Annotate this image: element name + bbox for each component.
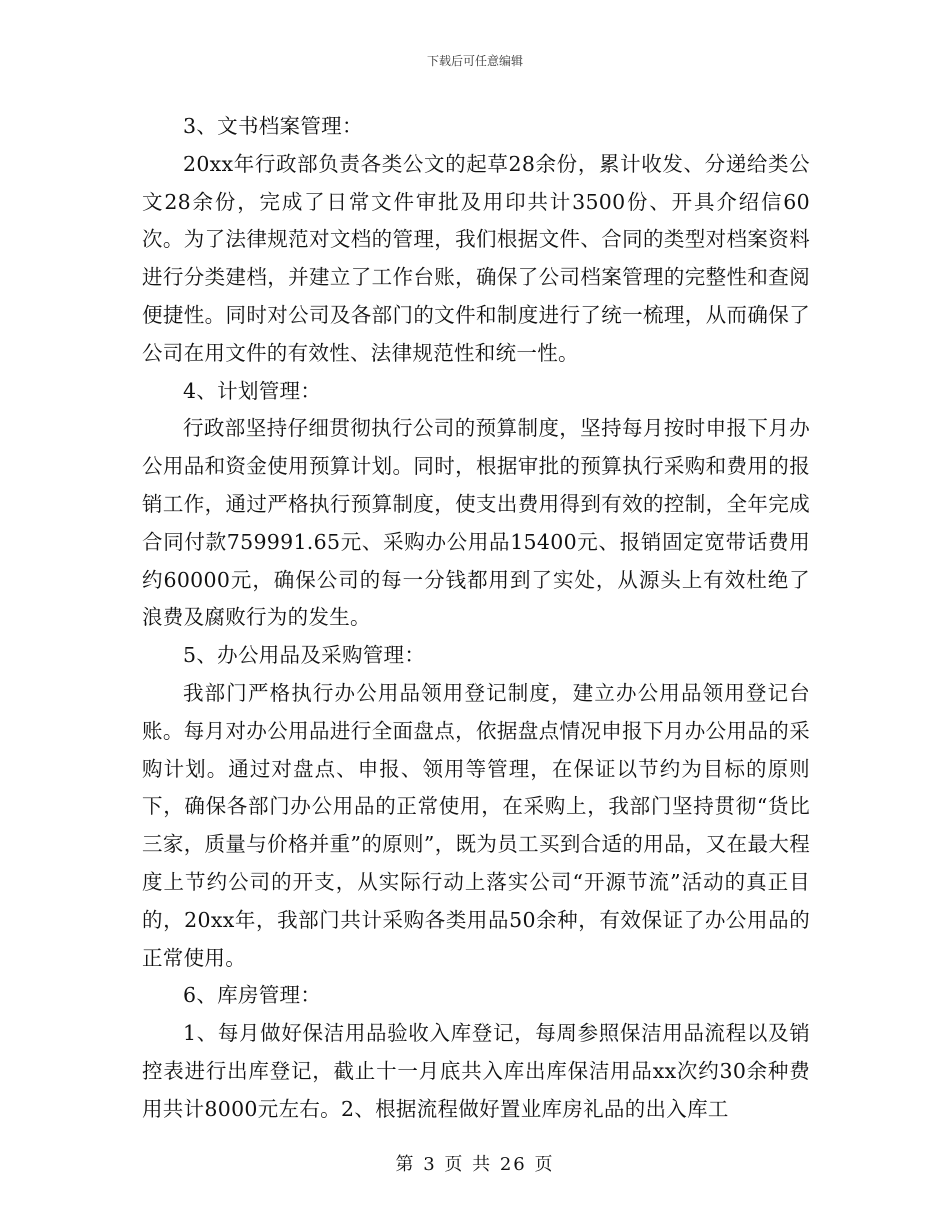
paragraph-planning: 行政部坚持仔细贯彻执行公司的预算制度，坚持每月按时申报下月办公用品和资金使用预算计划。同时，根据审批的预算执行采购和费用的报销工作，通过严格执行预算制度，使支出费用得到有效的控制，全年完成合同付款759991.65元、采购办公用品15400元、报销固定宽带话费用约60000元，确保公司的每一分钱都用到了实处，从源头上有效杜绝了浪费及腐败行为的发生。	[142, 416, 810, 630]
paragraph-archives: 20xx年行政部负责各类公文的起草28余份，累计收发、分递给类公文28余份，完成了日常文件审批及用印共计3500份、开具介绍信60次。为了法律规范对文档的管理，我们根据文件、合同的类型对档案资料进行分类建档，并建立了工作台账，确保了公司档案管理的完整性和查阅便捷性。同时对公司及各部门的文件和制度进行了统一梳理，从而确保了公司在用文件的有效性、法律规范性和统一性。	[142, 151, 810, 365]
page-header: 下载后可任意编辑	[426, 54, 523, 68]
section-heading-procurement: 5、办公用品及采购管理：	[183, 643, 426, 668]
paragraph-procurement: 我部门严格执行办公用品领用登记制度，建立办公用品领用登记台账。每月对办公用品进行全面盘点，依据盘点情况申报下月办公用品的采购计划。通过对盘点、申报、领用等管理，在保证以节约为目标的原则下，确保各部门办公用品的正常使用，在采购上，我部门坚持贯彻“货比三家，质量与价格并重”的原则”，既为员工买到合适的用品，又在最大程度上节约公司的开支，从实际行动上落实公司“开源节流”活动的真正目的，20xx年，我部门共计采购各类用品50余种，有效保证了办公用品的正常使用。	[142, 680, 810, 970]
section-heading-planning: 4、计划管理：	[183, 378, 322, 403]
document-body	[142, 108, 810, 1129]
section-heading-archives: 3、文书档案管理：	[183, 114, 363, 138]
page-footer: 第 3 页 共 26 页	[395, 1154, 555, 1175]
paragraph-warehouse: 1、每月做好保洁用品验收入库登记，每周参照保洁用品流程以及销控表进行出库登记，截止十一月底共入库出库保洁用品xx次约30余种费用共计8000元左右。2、根据流程做好置业库房礼品的出入库工	[142, 1021, 810, 1121]
section-heading-warehouse: 6、库房管理：	[183, 983, 322, 1008]
